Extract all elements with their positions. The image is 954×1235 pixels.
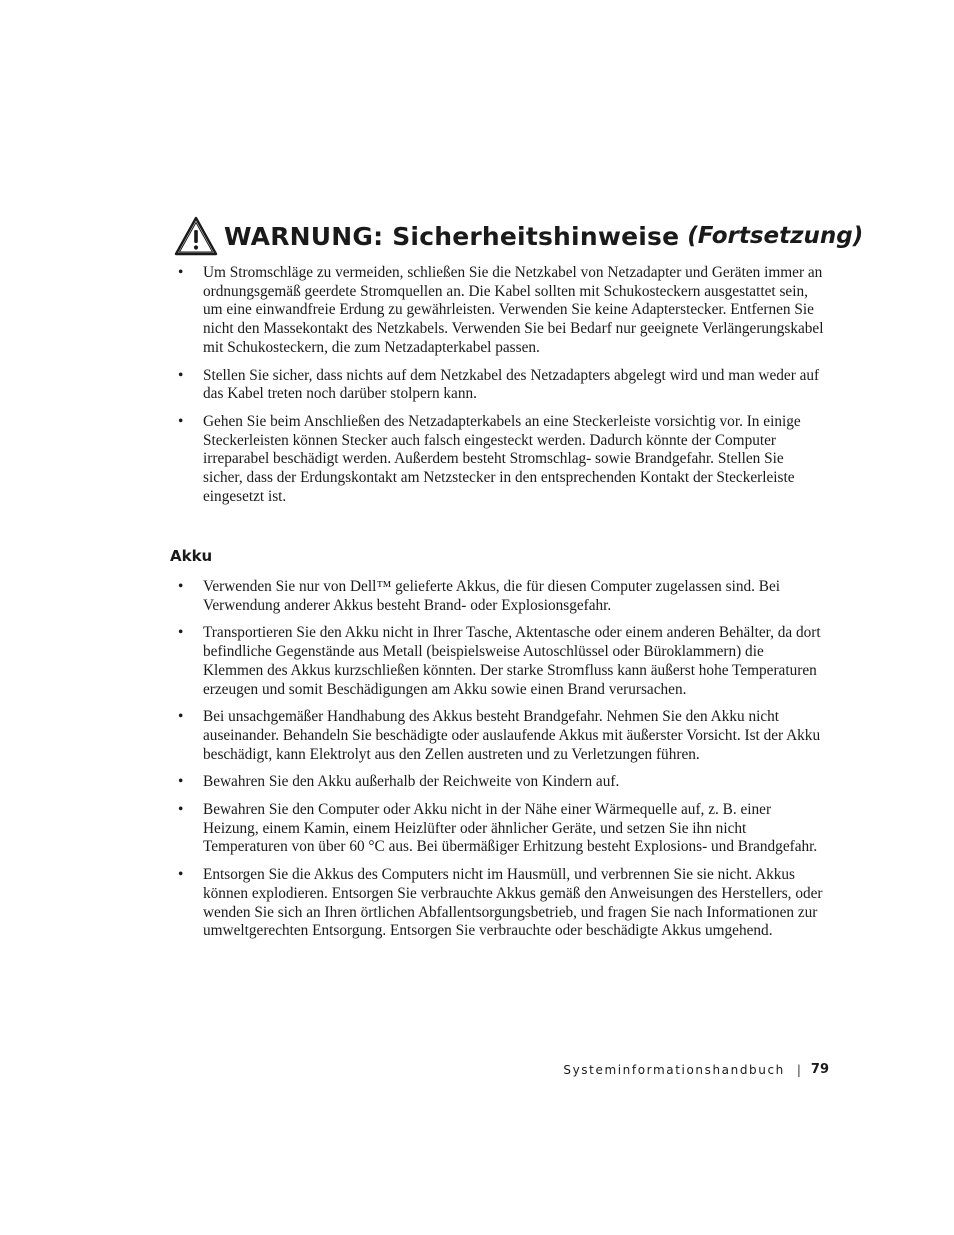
akku-bullet-list xyxy=(174,578,826,950)
list-item: • Transportieren Sie den Akku nicht in Ihrer Tasche, Aktentasche oder einem anderen Behälter, da dort befindliche Gegenstände aus Metall (beispielsweise Autoschlüssel oder Büroklammern) die Klemmen des Akkus kurzschließen könnten. Der starke Stromfluss kann äußerst hohe Temperaturen erzeugen und somit Beschädigungen am Akku sowie einen Brand verursachen. xyxy=(174,624,826,699)
list-item: • Bewahren Sie den Computer oder Akku nicht in der Nähe einer Wärmequelle auf, z. B. einer Heizung, einem Kamin, einem Heizlüfter oder ähnlicher Geräte, und setzen Sie ihn nicht Temperaturen von über 60 °C aus. Bei übermäßiger Erhitzung besteht Explosions- und Brandgefahr. xyxy=(174,801,826,857)
list-item: • Entsorgen Sie die Akkus des Computers nicht im Hausmüll, und verbrennen Sie sie nicht. Akkus können explodieren. Entsorgen Sie verbrauchte Akkus gemäß den Anweisungen des Herstellers, oder wenden Sie sich an Ihren örtlichen Abfallentsorgungsbetrieb, und fragen Sie nach Informationen zur umweltgerechten Entsorgung. Entsorgen Sie verbrauchte oder beschädigte Akkus umgehend. xyxy=(174,866,826,941)
list-item: • Bewahren Sie den Akku außerhalb der Reichweite von Kindern auf. xyxy=(174,773,826,792)
intro-bullet-list xyxy=(174,264,826,515)
heading-subtitle: (Fortsetzung) xyxy=(687,223,864,249)
footer-title: Systeminformationshandbuch xyxy=(563,1062,785,1077)
page-number: 79 xyxy=(810,1062,829,1077)
page-footer xyxy=(563,1062,829,1077)
list-item: • Um Stromschläge zu vermeiden, schließen Sie die Netzkabel von Netzadapter und Geräten immer an ordnungsgemäß geerdete Stromquellen an. Die Kabel sollten mit Schukosteckern ausgestattet sein, um eine einwandfreie Erdung zu gewährleisten. Verwenden Sie keine Adapterstecker. Entfernen Sie nicht den Massekontakt des Netzkabels. Verwenden Sie bei Bedarf nur geeignete Verlängerungskabel mit Schukosteckern, die zum Netzadapterkabel passen. xyxy=(174,264,826,358)
heading-title: WARNUNG: Sicherheitshinweise xyxy=(224,221,680,251)
list-item: • Bei unsachgemäßer Handhabung des Akkus besteht Brandgefahr. Nehmen Sie den Akku nicht auseinander. Behandeln Sie beschädigte oder auslaufende Akkus mit äußerster Vorsicht. Ist der Akku beschädigt, kann Elektrolyt aus den Zellen austreten und zu Verletzungen führen. xyxy=(174,708,826,764)
warning-triangle-icon xyxy=(174,216,218,256)
list-item: • Verwenden Sie nur von Dell™ gelieferte Akkus, die für diesen Computer zugelassen sind. Bei Verwendung anderer Akkus besteht Brand- oder Explosionsgefahr. xyxy=(174,578,826,615)
list-item: • Gehen Sie beim Anschließen des Netzadapterkabels an eine Steckerleiste vorsichtig vor. In einige Steckerleisten können Stecker auch falsch eingesteckt werden. Dadurch könnte der Computer irreparabel beschädigt werden. Außerdem besteht Stromschlag- sowie Brandgefahr. Stellen Sie sicher, dass der Erdungskontakt am Netzstecker in den entsprechenden Kontakt der Steckerleiste eingesetzt ist. xyxy=(174,413,826,507)
list-item: • Stellen Sie sicher, dass nichts auf dem Netzkabel des Netzadapters abgelegt wird und man weder auf das Kabel treten noch darüber stolpern kann. xyxy=(174,367,826,404)
section-heading-akku: Akku xyxy=(170,547,213,565)
footer-separator: | xyxy=(796,1062,801,1077)
page-heading xyxy=(174,216,863,256)
